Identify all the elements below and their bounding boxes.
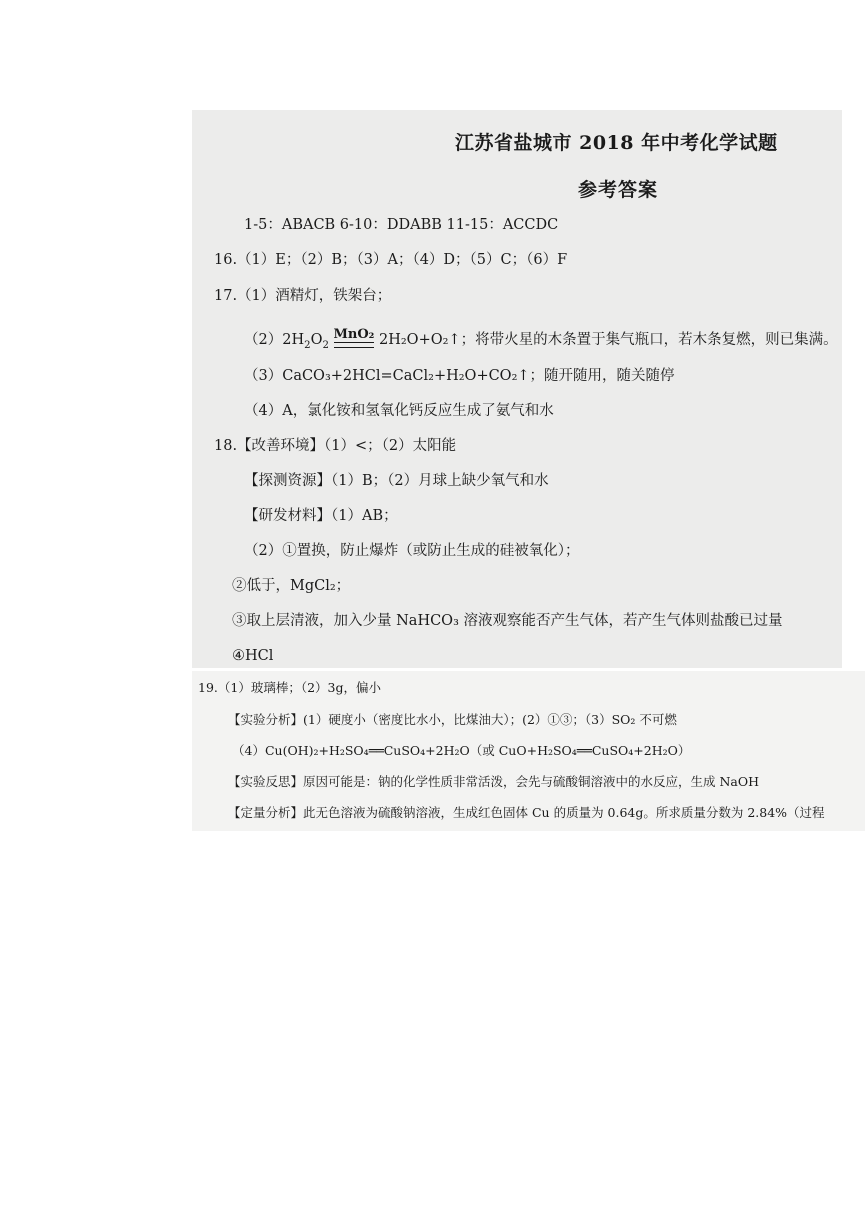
- answer-q18-2: 【探测资源】（1）B；（2）月球上缺少氧气和水: [244, 473, 549, 489]
- catalyst-label: MnO₂: [333, 327, 375, 342]
- catalyst-arrow: [333, 327, 375, 350]
- answer-q18-4: （2）①置换，防止爆炸（或防止生成的硅被氧化）；: [244, 543, 580, 559]
- answer-q18-1: 18.【改善环境】（1）<；（2）太阳能: [214, 438, 457, 454]
- answer-q19-5: 【定量分析】此无色溶液为硫酸钠溶液，生成红色固体 Cu 的质量为 0.64g。所求质量分数为 2.84%（过程: [228, 805, 825, 820]
- answer-q18-7: ④HCl: [232, 648, 274, 664]
- answer-q19-1: 19.（1）玻璃棒；（2）3g，偏小: [198, 680, 381, 695]
- answer-q18-3: 【研发材料】（1）AB；: [244, 508, 398, 524]
- answer-q16: 16.（1）E；（2）B；（3）A；（4）D；（5）C；（6）F: [214, 252, 568, 268]
- page-subtitle: 参考答案: [578, 179, 659, 201]
- page-title: 江苏省盐城市 2018 年中考化学试题: [455, 132, 778, 154]
- answer-multiple-choice: 1-5：ABACB 6-10：DDABB 11-15：ACCDC: [244, 217, 559, 233]
- answer-q17-3: （3）CaCO₃+2HCl=CaCl₂+H₂O+CO₂↑；随开随用，随关随停: [244, 368, 675, 384]
- answer-q18-6: ③取上层清液，加入少量 NaHCO₃ 溶液观察能否产生气体，若产生气体则盐酸已过量: [232, 613, 783, 629]
- answer-q19-2: 【实验分析】(1）硬度小（密度比水小，比煤油大）；(2）①③；（3）SO₂ 不可燃: [228, 712, 677, 727]
- answer-q19-3: （4）Cu(OH)₂+H₂SO₄══CuSO₄+2H₂O（或 CuO+H₂SO₄══CuSO₄+2H₂O）: [232, 743, 691, 758]
- answer-q18-5: ②低于，MgCl₂；: [232, 578, 351, 594]
- q17-2-prefix: （2）2H: [244, 332, 305, 348]
- answer-q17-1: 17.（1）酒精灯，铁架台；: [214, 288, 392, 304]
- answer-q17-2: $(2)2H_2O_2$ MnO₂ 2H₂O+O₂↑；将带火星的木条置于集气瓶口，若木条复燃，则已集满。: [244, 327, 838, 351]
- answer-q17-4: （4）A，氯化铵和氢氧化钙反应生成了氨气和水: [244, 403, 554, 419]
- answer-q19-4: 【实验反思】原因可能是：钠的化学性质非常活泼，会先与硫酸铜溶液中的水反应，生成 NaOH: [228, 774, 760, 789]
- q17-2-after: 2H₂O+O₂↑；将带火星的木条置于集气瓶口，若木条复燃，则已集满。: [379, 332, 838, 348]
